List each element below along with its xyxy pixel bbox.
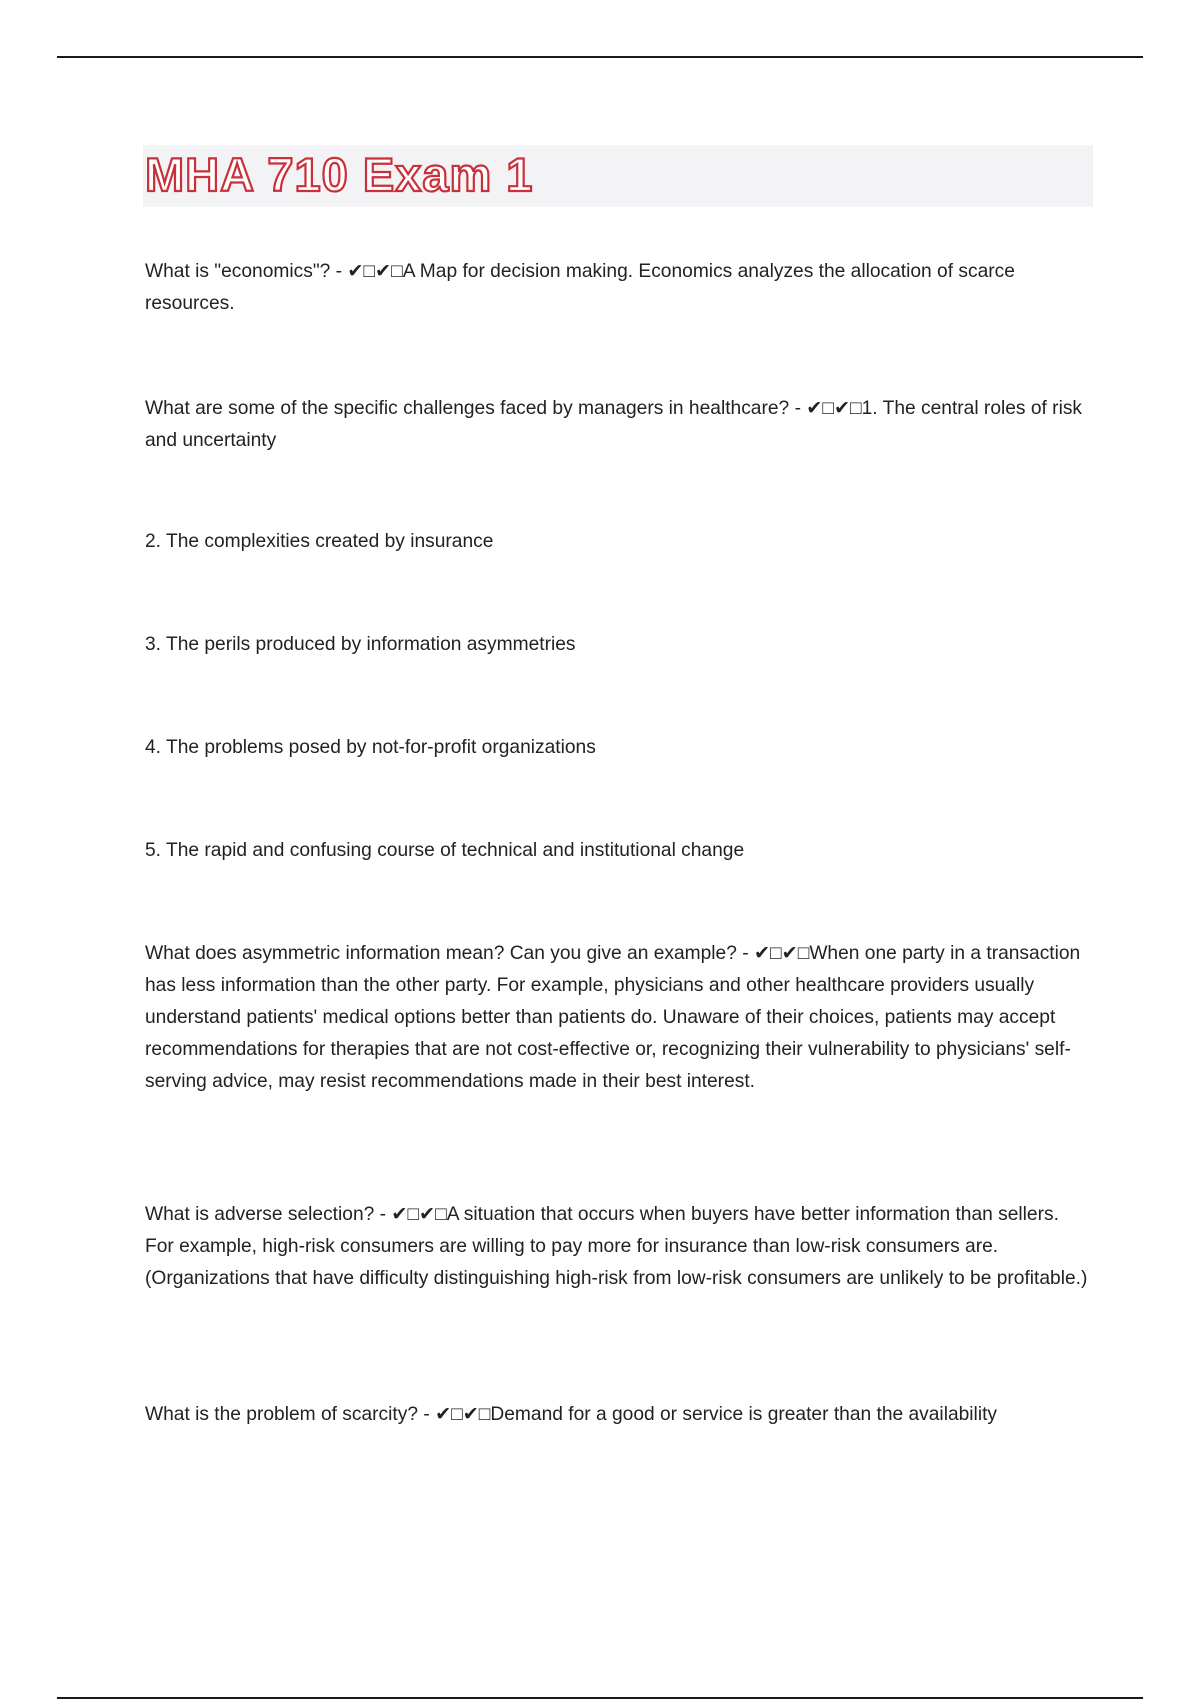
check-marker: - ✔□✔□ <box>335 261 403 282</box>
check-marker: - ✔□✔□ <box>742 943 810 964</box>
check-marker: - ✔□✔□ <box>379 1204 447 1225</box>
answer-text: Demand for a good or service is greater than the availability <box>490 1404 998 1425</box>
qa-entry-adverse-selection <box>145 1199 1090 1295</box>
qa-entry-asymmetric-information <box>145 938 1090 1098</box>
question-text: What is adverse selection? <box>145 1204 375 1225</box>
question-text: What are some of the specific challenges faced by managers in healthcare? <box>145 398 790 419</box>
check-marker: - ✔□✔□ <box>423 1404 491 1425</box>
qa-entry-scarcity <box>145 1399 1090 1431</box>
check-marker: - ✔□✔□ <box>794 398 862 419</box>
list-item-3: 3. The perils produced by information asymmetries <box>145 634 576 655</box>
top-rule <box>57 56 1143 58</box>
document-title: MHA 710 Exam 1 <box>145 148 534 201</box>
answer-text: 1. The central roles of risk and uncertainty <box>145 398 1083 451</box>
list-item-2: 2. The complexities created by insurance <box>145 531 494 552</box>
answer-text: A Map for decision making. Economics analyzes the allocation of scarce resources. <box>145 261 1015 314</box>
list-item-5: 5. The rapid and confusing course of technical and institutional change <box>145 840 745 861</box>
question-text: What is "economics"? <box>145 261 331 282</box>
answer-text: A situation that occurs when buyers have better information than sellers. For example, high-risk consumers are willing to pay more for insurance than low-risk consumers are. (Organizations that have difficulty distinguishing high-risk from low-risk consumers are unlikely to be profitable.) <box>145 1204 1088 1289</box>
answer-text: When one party in a transaction has less information than the other party. For example, physicians and other healthcare providers usually understand patients' medical options better than patients do. Unaware of their choices, patients may accept recommendations for therapies that are not cost-effective or, recognizing their vulnerability to physicians' self-serving advice, may resist recommendations made in their best interest. <box>145 943 1081 1092</box>
qa-entry-economics <box>145 256 1090 320</box>
question-text: What does asymmetric information mean? Can you give an example? <box>145 943 737 964</box>
list-item-4: 4. The problems posed by not-for-profit organizations <box>145 737 596 758</box>
qa-entry-challenges <box>145 393 1090 457</box>
question-text: What is the problem of scarcity? <box>145 1404 418 1425</box>
bottom-rule <box>57 1697 1143 1699</box>
